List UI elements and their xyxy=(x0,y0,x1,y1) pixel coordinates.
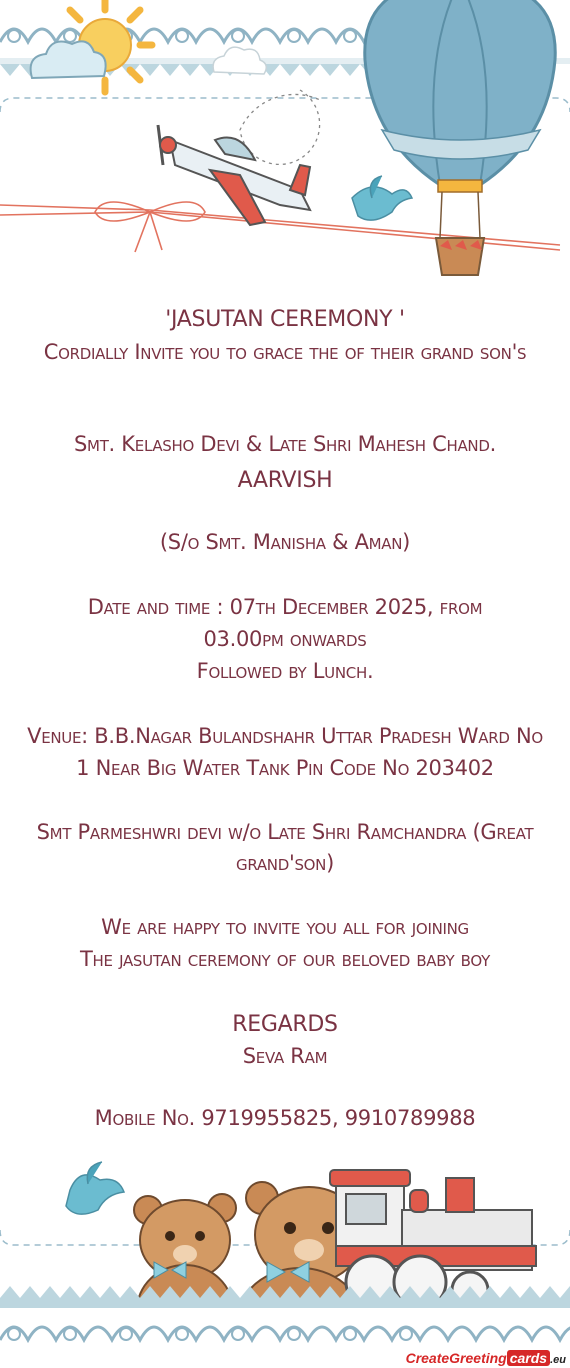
happy-line-1: We are happy to invite you all for joining xyxy=(101,915,469,939)
invite-line: Cordially Invite you to grace the of their grand son's xyxy=(43,340,527,364)
airplane-icon xyxy=(158,125,310,225)
happy-line-2: The jasutan ceremony of our beloved baby boy xyxy=(80,947,490,971)
child-name: AARVISH xyxy=(237,468,333,493)
toy-train-icon xyxy=(330,1170,536,1308)
great-grand-line-1: Smt Parmeshwri devi w/o Late Shri Ramchandra (Great xyxy=(36,820,534,844)
brand-part-2: cards xyxy=(507,1350,550,1366)
great-grand-line-2: grand'son) xyxy=(236,851,334,875)
regards-label: REGARDS xyxy=(232,1012,338,1037)
parents-line: (S/o Smt. Manisha & Aman) xyxy=(159,530,411,554)
venue-line-2: 1 Near Big Water Tank Pin Code No 203402 xyxy=(76,756,494,780)
hosts-line: Smt. Kelasho Devi & Late Shri Mahesh Chand. xyxy=(74,432,496,456)
bottom-decoration xyxy=(0,1150,570,1368)
bird-icon xyxy=(66,1162,124,1214)
datetime-line-1: Date and time : 07th December 2025, from xyxy=(87,595,483,619)
brand-watermark[interactable] xyxy=(406,1350,566,1366)
top-decoration xyxy=(0,0,570,300)
mobile-line: Mobile No. 9719955825, 9910789988 xyxy=(94,1106,476,1130)
venue-line-1: Venue: B.B.Nagar Bulandshahr Uttar Pradesh Ward No xyxy=(27,724,543,748)
bird-icon xyxy=(352,176,412,220)
brand-part-3: .eu xyxy=(550,1354,566,1366)
datetime-line-2: 03.00pm onwards xyxy=(203,627,367,651)
followed-by-line: Followed by Lunch. xyxy=(196,659,374,683)
brand-part-1: CreateGreeting xyxy=(405,1350,507,1366)
regards-name: Seva Ram xyxy=(242,1044,328,1068)
ceremony-heading: 'JASUTAN CEREMONY ' xyxy=(165,307,405,332)
